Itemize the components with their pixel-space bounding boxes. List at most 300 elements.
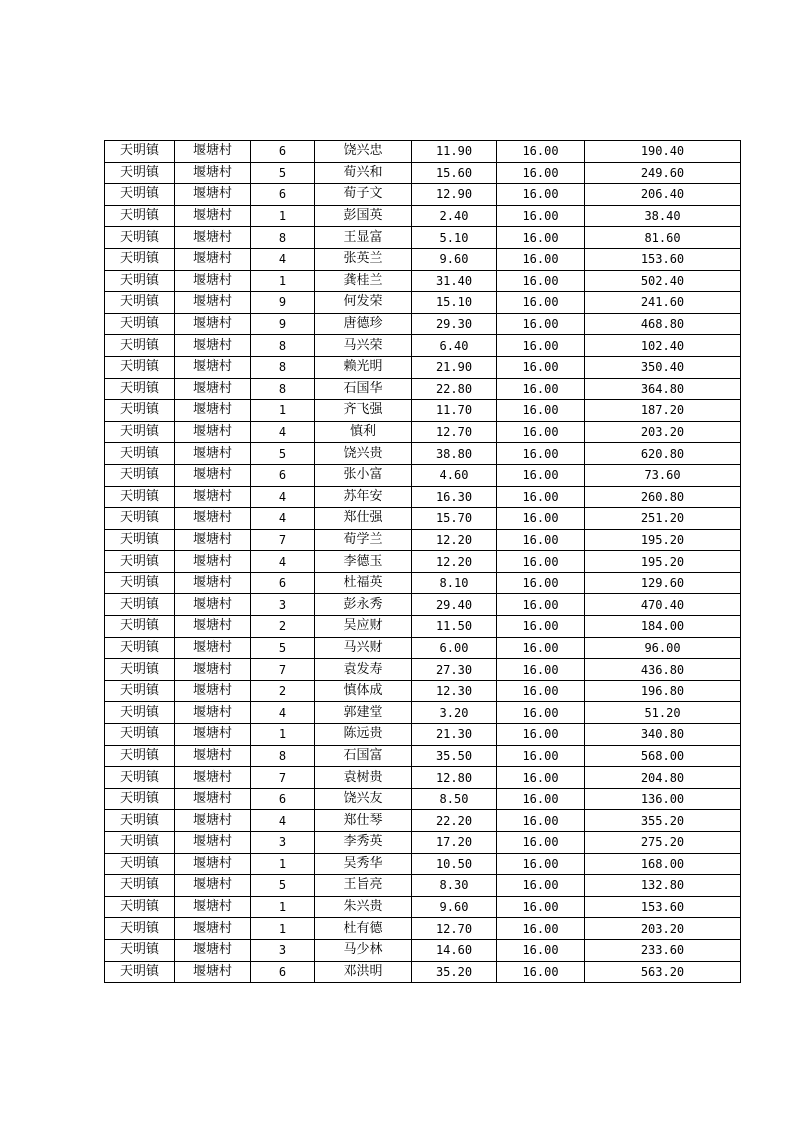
group-cell: 4 [251, 248, 315, 270]
group-cell: 9 [251, 292, 315, 314]
table-row [105, 637, 741, 659]
town-cell: 天明镇 [105, 508, 175, 530]
rate-cell: 16.00 [497, 724, 585, 746]
area-cell: 15.10 [412, 292, 497, 314]
amount-cell: 153.60 [585, 248, 741, 270]
town-cell: 天明镇 [105, 162, 175, 184]
amount-cell: 38.40 [585, 205, 741, 227]
group-cell: 2 [251, 616, 315, 638]
village-cell: 堰塘村 [175, 853, 251, 875]
area-cell: 12.80 [412, 767, 497, 789]
group-cell: 6 [251, 788, 315, 810]
area-cell: 6.00 [412, 637, 497, 659]
amount-cell: 364.80 [585, 378, 741, 400]
name-cell: 杜福英 [315, 572, 412, 594]
rate-cell: 16.00 [497, 313, 585, 335]
table-row [105, 896, 741, 918]
name-cell: 杜有德 [315, 918, 412, 940]
group-cell: 4 [251, 810, 315, 832]
group-cell: 7 [251, 529, 315, 551]
village-cell: 堰塘村 [175, 680, 251, 702]
table-row [105, 292, 741, 314]
rate-cell: 16.00 [497, 335, 585, 357]
village-cell: 堰塘村 [175, 464, 251, 486]
name-cell: 慎利 [315, 421, 412, 443]
area-cell: 11.70 [412, 400, 497, 422]
amount-cell: 190.40 [585, 141, 741, 163]
name-cell: 李德玉 [315, 551, 412, 573]
table-row [105, 508, 741, 530]
village-cell: 堰塘村 [175, 551, 251, 573]
rate-cell: 16.00 [497, 767, 585, 789]
village-cell: 堰塘村 [175, 875, 251, 897]
area-cell: 12.20 [412, 529, 497, 551]
village-cell: 堰塘村 [175, 702, 251, 724]
amount-cell: 468.80 [585, 313, 741, 335]
group-cell: 5 [251, 637, 315, 659]
name-cell: 马兴荣 [315, 335, 412, 357]
table-row [105, 616, 741, 638]
rate-cell: 16.00 [497, 270, 585, 292]
group-cell: 7 [251, 659, 315, 681]
name-cell: 荀学兰 [315, 529, 412, 551]
rate-cell: 16.00 [497, 961, 585, 983]
village-cell: 堰塘村 [175, 443, 251, 465]
group-cell: 3 [251, 939, 315, 961]
name-cell: 吴秀华 [315, 853, 412, 875]
area-cell: 2.40 [412, 205, 497, 227]
table-row [105, 162, 741, 184]
table-row [105, 421, 741, 443]
village-cell: 堰塘村 [175, 313, 251, 335]
rate-cell: 16.00 [497, 939, 585, 961]
amount-cell: 81.60 [585, 227, 741, 249]
name-cell: 王旨亮 [315, 875, 412, 897]
group-cell: 1 [251, 896, 315, 918]
village-cell: 堰塘村 [175, 788, 251, 810]
village-cell: 堰塘村 [175, 508, 251, 530]
area-cell: 10.50 [412, 853, 497, 875]
rate-cell: 16.00 [497, 184, 585, 206]
group-cell: 1 [251, 853, 315, 875]
town-cell: 天明镇 [105, 378, 175, 400]
area-cell: 38.80 [412, 443, 497, 465]
group-cell: 4 [251, 486, 315, 508]
town-cell: 天明镇 [105, 702, 175, 724]
area-cell: 21.90 [412, 356, 497, 378]
rate-cell: 16.00 [497, 659, 585, 681]
town-cell: 天明镇 [105, 745, 175, 767]
village-cell: 堰塘村 [175, 141, 251, 163]
table-row [105, 551, 741, 573]
table-row [105, 918, 741, 940]
rate-cell: 16.00 [497, 227, 585, 249]
area-cell: 9.60 [412, 896, 497, 918]
area-cell: 6.40 [412, 335, 497, 357]
town-cell: 天明镇 [105, 616, 175, 638]
name-cell: 郑仕琴 [315, 810, 412, 832]
amount-cell: 436.80 [585, 659, 741, 681]
rate-cell: 16.00 [497, 875, 585, 897]
table-row [105, 141, 741, 163]
rate-cell: 16.00 [497, 205, 585, 227]
table-row [105, 572, 741, 594]
group-cell: 8 [251, 227, 315, 249]
village-cell: 堰塘村 [175, 162, 251, 184]
group-cell: 8 [251, 378, 315, 400]
town-cell: 天明镇 [105, 788, 175, 810]
name-cell: 马兴财 [315, 637, 412, 659]
group-cell: 8 [251, 745, 315, 767]
town-cell: 天明镇 [105, 205, 175, 227]
village-cell: 堰塘村 [175, 378, 251, 400]
area-cell: 12.70 [412, 421, 497, 443]
village-cell: 堰塘村 [175, 270, 251, 292]
rate-cell: 16.00 [497, 572, 585, 594]
amount-cell: 620.80 [585, 443, 741, 465]
rate-cell: 16.00 [497, 508, 585, 530]
amount-cell: 241.60 [585, 292, 741, 314]
amount-cell: 184.00 [585, 616, 741, 638]
town-cell: 天明镇 [105, 659, 175, 681]
amount-cell: 260.80 [585, 486, 741, 508]
town-cell: 天明镇 [105, 400, 175, 422]
group-cell: 8 [251, 335, 315, 357]
table-row [105, 875, 741, 897]
table-row [105, 400, 741, 422]
group-cell: 6 [251, 464, 315, 486]
rate-cell: 16.00 [497, 832, 585, 854]
table-row [105, 853, 741, 875]
table-row [105, 313, 741, 335]
table-row [105, 767, 741, 789]
amount-cell: 251.20 [585, 508, 741, 530]
village-cell: 堰塘村 [175, 810, 251, 832]
group-cell: 6 [251, 141, 315, 163]
area-cell: 11.90 [412, 141, 497, 163]
village-cell: 堰塘村 [175, 400, 251, 422]
table-row [105, 248, 741, 270]
name-cell: 唐德珍 [315, 313, 412, 335]
name-cell: 饶兴忠 [315, 141, 412, 163]
table-row [105, 378, 741, 400]
name-cell: 荀子文 [315, 184, 412, 206]
town-cell: 天明镇 [105, 572, 175, 594]
amount-cell: 568.00 [585, 745, 741, 767]
name-cell: 彭永秀 [315, 594, 412, 616]
group-cell: 6 [251, 184, 315, 206]
amount-cell: 73.60 [585, 464, 741, 486]
amount-cell: 136.00 [585, 788, 741, 810]
name-cell: 郑仕强 [315, 508, 412, 530]
village-cell: 堰塘村 [175, 896, 251, 918]
name-cell: 邓洪明 [315, 961, 412, 983]
town-cell: 天明镇 [105, 443, 175, 465]
area-cell: 5.10 [412, 227, 497, 249]
table-row [105, 810, 741, 832]
amount-cell: 51.20 [585, 702, 741, 724]
area-cell: 14.60 [412, 939, 497, 961]
data-table [104, 140, 741, 983]
village-cell: 堰塘村 [175, 421, 251, 443]
amount-cell: 203.20 [585, 918, 741, 940]
town-cell: 天明镇 [105, 896, 175, 918]
area-cell: 35.50 [412, 745, 497, 767]
village-cell: 堰塘村 [175, 529, 251, 551]
area-cell: 15.70 [412, 508, 497, 530]
village-cell: 堰塘村 [175, 248, 251, 270]
village-cell: 堰塘村 [175, 659, 251, 681]
town-cell: 天明镇 [105, 356, 175, 378]
table-row [105, 227, 741, 249]
village-cell: 堰塘村 [175, 335, 251, 357]
group-cell: 6 [251, 961, 315, 983]
rate-cell: 16.00 [497, 810, 585, 832]
table-row [105, 529, 741, 551]
name-cell: 马少林 [315, 939, 412, 961]
area-cell: 27.30 [412, 659, 497, 681]
area-cell: 17.20 [412, 832, 497, 854]
area-cell: 8.50 [412, 788, 497, 810]
amount-cell: 203.20 [585, 421, 741, 443]
name-cell: 慎体成 [315, 680, 412, 702]
amount-cell: 153.60 [585, 896, 741, 918]
area-cell: 12.20 [412, 551, 497, 573]
rate-cell: 16.00 [497, 486, 585, 508]
name-cell: 齐飞强 [315, 400, 412, 422]
name-cell: 王显富 [315, 227, 412, 249]
table-row [105, 745, 741, 767]
table-row [105, 270, 741, 292]
rate-cell: 16.00 [497, 616, 585, 638]
area-cell: 8.10 [412, 572, 497, 594]
town-cell: 天明镇 [105, 853, 175, 875]
village-cell: 堰塘村 [175, 939, 251, 961]
rate-cell: 16.00 [497, 464, 585, 486]
table-body [105, 141, 741, 983]
amount-cell: 129.60 [585, 572, 741, 594]
name-cell: 石国华 [315, 378, 412, 400]
town-cell: 天明镇 [105, 724, 175, 746]
amount-cell: 132.80 [585, 875, 741, 897]
village-cell: 堰塘村 [175, 616, 251, 638]
rate-cell: 16.00 [497, 702, 585, 724]
area-cell: 31.40 [412, 270, 497, 292]
town-cell: 天明镇 [105, 335, 175, 357]
village-cell: 堰塘村 [175, 184, 251, 206]
group-cell: 7 [251, 767, 315, 789]
village-cell: 堰塘村 [175, 637, 251, 659]
area-cell: 12.70 [412, 918, 497, 940]
rate-cell: 16.00 [497, 745, 585, 767]
name-cell: 张小富 [315, 464, 412, 486]
group-cell: 5 [251, 875, 315, 897]
village-cell: 堰塘村 [175, 745, 251, 767]
area-cell: 21.30 [412, 724, 497, 746]
rate-cell: 16.00 [497, 162, 585, 184]
table-row [105, 335, 741, 357]
name-cell: 袁发寿 [315, 659, 412, 681]
rate-cell: 16.00 [497, 292, 585, 314]
town-cell: 天明镇 [105, 680, 175, 702]
area-cell: 8.30 [412, 875, 497, 897]
amount-cell: 350.40 [585, 356, 741, 378]
village-cell: 堰塘村 [175, 594, 251, 616]
town-cell: 天明镇 [105, 270, 175, 292]
village-cell: 堰塘村 [175, 205, 251, 227]
town-cell: 天明镇 [105, 767, 175, 789]
name-cell: 彭国英 [315, 205, 412, 227]
amount-cell: 563.20 [585, 961, 741, 983]
amount-cell: 195.20 [585, 529, 741, 551]
group-cell: 4 [251, 551, 315, 573]
area-cell: 35.20 [412, 961, 497, 983]
name-cell: 苏年安 [315, 486, 412, 508]
village-cell: 堰塘村 [175, 961, 251, 983]
town-cell: 天明镇 [105, 421, 175, 443]
table-row [105, 184, 741, 206]
name-cell: 龚桂兰 [315, 270, 412, 292]
rate-cell: 16.00 [497, 248, 585, 270]
village-cell: 堰塘村 [175, 572, 251, 594]
village-cell: 堰塘村 [175, 724, 251, 746]
table-row [105, 788, 741, 810]
rate-cell: 16.00 [497, 378, 585, 400]
rate-cell: 16.00 [497, 141, 585, 163]
group-cell: 6 [251, 572, 315, 594]
rate-cell: 16.00 [497, 400, 585, 422]
rate-cell: 16.00 [497, 853, 585, 875]
rate-cell: 16.00 [497, 529, 585, 551]
area-cell: 22.80 [412, 378, 497, 400]
village-cell: 堰塘村 [175, 767, 251, 789]
amount-cell: 187.20 [585, 400, 741, 422]
amount-cell: 204.80 [585, 767, 741, 789]
group-cell: 1 [251, 270, 315, 292]
area-cell: 12.90 [412, 184, 497, 206]
rate-cell: 16.00 [497, 443, 585, 465]
table-row [105, 724, 741, 746]
amount-cell: 502.40 [585, 270, 741, 292]
table-row [105, 443, 741, 465]
town-cell: 天明镇 [105, 918, 175, 940]
name-cell: 饶兴友 [315, 788, 412, 810]
village-cell: 堰塘村 [175, 918, 251, 940]
amount-cell: 206.40 [585, 184, 741, 206]
rate-cell: 16.00 [497, 421, 585, 443]
amount-cell: 196.80 [585, 680, 741, 702]
rate-cell: 16.00 [497, 788, 585, 810]
town-cell: 天明镇 [105, 248, 175, 270]
town-cell: 天明镇 [105, 594, 175, 616]
table-row [105, 702, 741, 724]
group-cell: 1 [251, 918, 315, 940]
town-cell: 天明镇 [105, 184, 175, 206]
area-cell: 9.60 [412, 248, 497, 270]
table-row [105, 205, 741, 227]
table-row [105, 464, 741, 486]
town-cell: 天明镇 [105, 810, 175, 832]
table-row [105, 680, 741, 702]
group-cell: 8 [251, 356, 315, 378]
name-cell: 赖光明 [315, 356, 412, 378]
name-cell: 吴应财 [315, 616, 412, 638]
group-cell: 1 [251, 205, 315, 227]
group-cell: 4 [251, 702, 315, 724]
group-cell: 1 [251, 400, 315, 422]
amount-cell: 168.00 [585, 853, 741, 875]
town-cell: 天明镇 [105, 551, 175, 573]
table-row [105, 832, 741, 854]
village-cell: 堰塘村 [175, 292, 251, 314]
rate-cell: 16.00 [497, 680, 585, 702]
rate-cell: 16.00 [497, 356, 585, 378]
rate-cell: 16.00 [497, 637, 585, 659]
name-cell: 石国富 [315, 745, 412, 767]
town-cell: 天明镇 [105, 486, 175, 508]
table-row [105, 659, 741, 681]
village-cell: 堰塘村 [175, 227, 251, 249]
group-cell: 5 [251, 443, 315, 465]
amount-cell: 355.20 [585, 810, 741, 832]
group-cell: 2 [251, 680, 315, 702]
village-cell: 堰塘村 [175, 356, 251, 378]
name-cell: 朱兴贵 [315, 896, 412, 918]
area-cell: 29.30 [412, 313, 497, 335]
name-cell: 袁树贵 [315, 767, 412, 789]
town-cell: 天明镇 [105, 875, 175, 897]
table-row [105, 594, 741, 616]
town-cell: 天明镇 [105, 141, 175, 163]
area-cell: 3.20 [412, 702, 497, 724]
area-cell: 15.60 [412, 162, 497, 184]
name-cell: 饶兴贵 [315, 443, 412, 465]
group-cell: 3 [251, 594, 315, 616]
name-cell: 陈远贵 [315, 724, 412, 746]
amount-cell: 470.40 [585, 594, 741, 616]
area-cell: 29.40 [412, 594, 497, 616]
town-cell: 天明镇 [105, 227, 175, 249]
town-cell: 天明镇 [105, 529, 175, 551]
rate-cell: 16.00 [497, 594, 585, 616]
amount-cell: 195.20 [585, 551, 741, 573]
group-cell: 4 [251, 508, 315, 530]
table-row [105, 939, 741, 961]
village-cell: 堰塘村 [175, 832, 251, 854]
town-cell: 天明镇 [105, 961, 175, 983]
town-cell: 天明镇 [105, 464, 175, 486]
town-cell: 天明镇 [105, 313, 175, 335]
village-cell: 堰塘村 [175, 486, 251, 508]
group-cell: 5 [251, 162, 315, 184]
town-cell: 天明镇 [105, 292, 175, 314]
rate-cell: 16.00 [497, 551, 585, 573]
amount-cell: 249.60 [585, 162, 741, 184]
amount-cell: 340.80 [585, 724, 741, 746]
town-cell: 天明镇 [105, 637, 175, 659]
name-cell: 郭建堂 [315, 702, 412, 724]
table-row [105, 356, 741, 378]
area-cell: 22.20 [412, 810, 497, 832]
name-cell: 张英兰 [315, 248, 412, 270]
amount-cell: 233.60 [585, 939, 741, 961]
group-cell: 1 [251, 724, 315, 746]
rate-cell: 16.00 [497, 896, 585, 918]
group-cell: 3 [251, 832, 315, 854]
group-cell: 9 [251, 313, 315, 335]
table-row [105, 486, 741, 508]
name-cell: 李秀英 [315, 832, 412, 854]
